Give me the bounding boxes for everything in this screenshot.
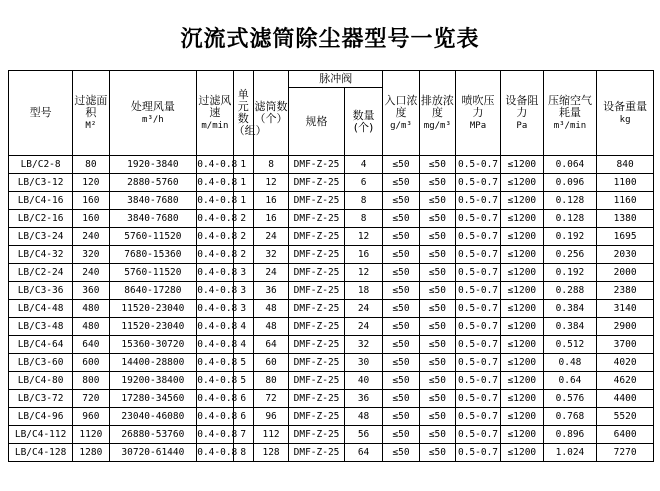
col-header-pulse-valve: 脉冲阀 <box>289 71 383 88</box>
cell-model: LB/C4-64 <box>9 336 73 354</box>
cell-weight: 6400 <box>597 426 654 444</box>
cell-valve-spec: DMF-Z-25 <box>289 390 345 408</box>
cell-unit-count: 2 <box>233 210 253 228</box>
cell-model: LB/C4-96 <box>9 408 73 426</box>
cell-model: LB/C4-48 <box>9 300 73 318</box>
cell-resistance: ≤1200 <box>500 318 543 336</box>
col-header-airflow: 处理风量 m³/h <box>109 71 197 156</box>
cell-filter-speed: 0.4-0.8 <box>197 174 233 192</box>
cell-inlet-concentration: ≤50 <box>383 372 419 390</box>
cell-resistance: ≤1200 <box>500 156 543 174</box>
cell-emission-concentration: ≤50 <box>419 354 455 372</box>
table-row <box>9 444 654 462</box>
cell-resistance: ≤1200 <box>500 390 543 408</box>
cell-filter-area: 120 <box>73 174 109 192</box>
cell-emission-concentration: ≤50 <box>419 300 455 318</box>
cell-blow-pressure: 0.5-0.7 <box>456 174 501 192</box>
cell-blow-pressure: 0.5-0.7 <box>456 354 501 372</box>
cell-filter-speed: 0.4-0.8 <box>197 228 233 246</box>
cell-filter-speed: 0.4-0.8 <box>197 192 233 210</box>
cell-blow-pressure: 0.5-0.7 <box>456 228 501 246</box>
cell-inlet-concentration: ≤50 <box>383 156 419 174</box>
cell-blow-pressure: 0.5-0.7 <box>456 246 501 264</box>
table-row <box>9 282 654 300</box>
cell-unit-count: 1 <box>233 192 253 210</box>
cell-valve-spec: DMF-Z-25 <box>289 372 345 390</box>
cell-valve-spec: DMF-Z-25 <box>289 444 345 462</box>
cell-filter-speed: 0.4-0.8 <box>197 390 233 408</box>
cell-valve-qty: 8 <box>344 210 383 228</box>
table-row <box>9 426 654 444</box>
cell-model: LB/C4-32 <box>9 246 73 264</box>
cell-weight: 1695 <box>597 228 654 246</box>
cell-blow-pressure: 0.5-0.7 <box>456 408 501 426</box>
cell-resistance: ≤1200 <box>500 444 543 462</box>
cell-filter-area: 600 <box>73 354 109 372</box>
cell-cartridge-count: 36 <box>253 282 288 300</box>
cell-inlet-concentration: ≤50 <box>383 228 419 246</box>
cell-filter-area: 240 <box>73 228 109 246</box>
cell-valve-spec: DMF-Z-25 <box>289 174 345 192</box>
cell-weight: 2030 <box>597 246 654 264</box>
cell-unit-count: 8 <box>233 444 253 462</box>
col-header-air-consumption: 压缩空气耗量 m³/min <box>543 71 596 156</box>
cell-filter-speed: 0.4-0.8 <box>197 426 233 444</box>
cell-resistance: ≤1200 <box>500 210 543 228</box>
cell-model: LB/C4-80 <box>9 372 73 390</box>
cell-valve-qty: 12 <box>344 264 383 282</box>
cell-blow-pressure: 0.5-0.7 <box>456 444 501 462</box>
cell-cartridge-count: 24 <box>253 228 288 246</box>
cell-inlet-concentration: ≤50 <box>383 174 419 192</box>
cell-filter-area: 80 <box>73 156 109 174</box>
cell-airflow: 1920-3840 <box>109 156 197 174</box>
cell-airflow: 2880-5760 <box>109 174 197 192</box>
cell-inlet-concentration: ≤50 <box>383 210 419 228</box>
cell-cartridge-count: 112 <box>253 426 288 444</box>
cell-air-consumption: 1.024 <box>543 444 596 462</box>
cell-emission-concentration: ≤50 <box>419 336 455 354</box>
col-header-filter-speed: 过滤风速 m/min <box>197 71 233 156</box>
cell-model: LB/C2-8 <box>9 156 73 174</box>
cell-airflow: 17280-34560 <box>109 390 197 408</box>
cell-valve-qty: 4 <box>344 156 383 174</box>
table-row <box>9 156 654 174</box>
cell-cartridge-count: 60 <box>253 354 288 372</box>
cell-filter-area: 640 <box>73 336 109 354</box>
cell-filter-area: 240 <box>73 264 109 282</box>
table-row <box>9 210 654 228</box>
cell-cartridge-count: 72 <box>253 390 288 408</box>
col-header-valve-qty: 数量(个) <box>344 88 383 156</box>
cell-blow-pressure: 0.5-0.7 <box>456 264 501 282</box>
cell-unit-count: 6 <box>233 408 253 426</box>
cell-blow-pressure: 0.5-0.7 <box>456 156 501 174</box>
cell-inlet-concentration: ≤50 <box>383 246 419 264</box>
cell-valve-qty: 16 <box>344 246 383 264</box>
cell-unit-count: 4 <box>233 318 253 336</box>
cell-filter-area: 160 <box>73 210 109 228</box>
cell-valve-qty: 12 <box>344 228 383 246</box>
cell-valve-qty: 24 <box>344 318 383 336</box>
cell-valve-spec: DMF-Z-25 <box>289 282 345 300</box>
cell-model: LB/C4-112 <box>9 426 73 444</box>
cell-air-consumption: 0.384 <box>543 318 596 336</box>
cell-valve-qty: 64 <box>344 444 383 462</box>
cell-weight: 7270 <box>597 444 654 462</box>
cell-emission-concentration: ≤50 <box>419 390 455 408</box>
cell-airflow: 11520-23040 <box>109 318 197 336</box>
cell-inlet-concentration: ≤50 <box>383 300 419 318</box>
cell-model: LB/C3-72 <box>9 390 73 408</box>
cell-cartridge-count: 24 <box>253 264 288 282</box>
cell-airflow: 19200-38400 <box>109 372 197 390</box>
col-header-weight: 设备重量 kg <box>597 71 654 156</box>
cell-valve-spec: DMF-Z-25 <box>289 228 345 246</box>
cell-cartridge-count: 48 <box>253 300 288 318</box>
cell-cartridge-count: 64 <box>253 336 288 354</box>
table-row <box>9 408 654 426</box>
cell-filter-speed: 0.4-0.8 <box>197 318 233 336</box>
cell-inlet-concentration: ≤50 <box>383 192 419 210</box>
cell-blow-pressure: 0.5-0.7 <box>456 318 501 336</box>
cell-filter-area: 480 <box>73 318 109 336</box>
table-row <box>9 336 654 354</box>
cell-air-consumption: 0.576 <box>543 390 596 408</box>
col-header-blow-pressure: 喷吹压力 MPa <box>456 71 501 156</box>
cell-model: LB/C4-128 <box>9 444 73 462</box>
cell-model: LB/C3-12 <box>9 174 73 192</box>
cell-filter-area: 480 <box>73 300 109 318</box>
cell-model: LB/C3-24 <box>9 228 73 246</box>
cell-unit-count: 3 <box>233 300 253 318</box>
cell-airflow: 3840-7680 <box>109 210 197 228</box>
cell-cartridge-count: 12 <box>253 174 288 192</box>
cell-unit-count: 5 <box>233 372 253 390</box>
cell-valve-spec: DMF-Z-25 <box>289 426 345 444</box>
cell-filter-speed: 0.4-0.8 <box>197 354 233 372</box>
cell-valve-spec: DMF-Z-25 <box>289 300 345 318</box>
cell-valve-spec: DMF-Z-25 <box>289 192 345 210</box>
cell-model: LB/C4-16 <box>9 192 73 210</box>
cell-valve-qty: 24 <box>344 300 383 318</box>
cell-weight: 4020 <box>597 354 654 372</box>
cell-unit-count: 1 <box>233 174 253 192</box>
cell-emission-concentration: ≤50 <box>419 228 455 246</box>
cell-air-consumption: 0.064 <box>543 156 596 174</box>
table-row <box>9 192 654 210</box>
cell-filter-speed: 0.4-0.8 <box>197 372 233 390</box>
cell-filter-speed: 0.4-0.8 <box>197 336 233 354</box>
cell-cartridge-count: 128 <box>253 444 288 462</box>
cell-inlet-concentration: ≤50 <box>383 264 419 282</box>
table-row <box>9 318 654 336</box>
cell-valve-spec: DMF-Z-25 <box>289 156 345 174</box>
cell-resistance: ≤1200 <box>500 300 543 318</box>
cell-airflow: 14400-28800 <box>109 354 197 372</box>
cell-airflow: 5760-11520 <box>109 264 197 282</box>
cell-model: LB/C3-60 <box>9 354 73 372</box>
cell-valve-spec: DMF-Z-25 <box>289 264 345 282</box>
cell-emission-concentration: ≤50 <box>419 264 455 282</box>
cell-cartridge-count: 8 <box>253 156 288 174</box>
cell-resistance: ≤1200 <box>500 174 543 192</box>
cell-valve-qty: 18 <box>344 282 383 300</box>
cell-unit-count: 1 <box>233 156 253 174</box>
model-spec-table <box>8 70 654 462</box>
cell-model: LB/C2-16 <box>9 210 73 228</box>
cell-airflow: 23040-46080 <box>109 408 197 426</box>
cell-air-consumption: 0.096 <box>543 174 596 192</box>
cell-filter-area: 160 <box>73 192 109 210</box>
cell-emission-concentration: ≤50 <box>419 156 455 174</box>
cell-model: LB/C2-24 <box>9 264 73 282</box>
cell-filter-area: 960 <box>73 408 109 426</box>
cell-weight: 5520 <box>597 408 654 426</box>
cell-blow-pressure: 0.5-0.7 <box>456 336 501 354</box>
cell-emission-concentration: ≤50 <box>419 318 455 336</box>
table-row <box>9 246 654 264</box>
cell-model: LB/C3-48 <box>9 318 73 336</box>
cell-unit-count: 3 <box>233 282 253 300</box>
table-body <box>9 156 654 462</box>
cell-air-consumption: 0.192 <box>543 228 596 246</box>
cell-airflow: 26880-53760 <box>109 426 197 444</box>
cell-weight: 2380 <box>597 282 654 300</box>
cell-weight: 4620 <box>597 372 654 390</box>
cell-weight: 2900 <box>597 318 654 336</box>
cell-cartridge-count: 16 <box>253 192 288 210</box>
table-row <box>9 228 654 246</box>
cell-valve-qty: 32 <box>344 336 383 354</box>
col-header-unit-count: 单元数（组） <box>233 71 253 156</box>
col-header-resistance: 设备阻力 Pa <box>500 71 543 156</box>
cell-resistance: ≤1200 <box>500 336 543 354</box>
cell-emission-concentration: ≤50 <box>419 192 455 210</box>
cell-resistance: ≤1200 <box>500 354 543 372</box>
cell-filter-area: 800 <box>73 372 109 390</box>
cell-air-consumption: 0.256 <box>543 246 596 264</box>
cell-weight: 4400 <box>597 390 654 408</box>
cell-resistance: ≤1200 <box>500 228 543 246</box>
cell-inlet-concentration: ≤50 <box>383 336 419 354</box>
cell-cartridge-count: 16 <box>253 210 288 228</box>
cell-filter-speed: 0.4-0.8 <box>197 264 233 282</box>
cell-blow-pressure: 0.5-0.7 <box>456 426 501 444</box>
cell-cartridge-count: 32 <box>253 246 288 264</box>
cell-emission-concentration: ≤50 <box>419 372 455 390</box>
cell-air-consumption: 0.48 <box>543 354 596 372</box>
cell-airflow: 15360-30720 <box>109 336 197 354</box>
col-header-filter-area: 过滤面积 M² <box>73 71 109 156</box>
cell-airflow: 3840-7680 <box>109 192 197 210</box>
cell-valve-spec: DMF-Z-25 <box>289 354 345 372</box>
cell-air-consumption: 0.384 <box>543 300 596 318</box>
cell-cartridge-count: 80 <box>253 372 288 390</box>
cell-weight: 3700 <box>597 336 654 354</box>
cell-filter-speed: 0.4-0.8 <box>197 246 233 264</box>
cell-weight: 840 <box>597 156 654 174</box>
cell-resistance: ≤1200 <box>500 408 543 426</box>
col-header-valve-spec: 规格 <box>289 88 345 156</box>
cell-blow-pressure: 0.5-0.7 <box>456 390 501 408</box>
cell-unit-count: 2 <box>233 246 253 264</box>
cell-weight: 3140 <box>597 300 654 318</box>
table-row <box>9 390 654 408</box>
col-header-model: 型号 <box>9 71 73 156</box>
cell-air-consumption: 0.768 <box>543 408 596 426</box>
cell-unit-count: 5 <box>233 354 253 372</box>
cell-filter-area: 360 <box>73 282 109 300</box>
table-row <box>9 174 654 192</box>
cell-valve-qty: 8 <box>344 192 383 210</box>
cell-airflow: 11520-23040 <box>109 300 197 318</box>
cell-resistance: ≤1200 <box>500 282 543 300</box>
cell-airflow: 30720-61440 <box>109 444 197 462</box>
col-header-inlet-concentration: 入口浓度 g/m³ <box>383 71 419 156</box>
cell-blow-pressure: 0.5-0.7 <box>456 300 501 318</box>
table-row <box>9 300 654 318</box>
cell-inlet-concentration: ≤50 <box>383 426 419 444</box>
cell-filter-area: 1120 <box>73 426 109 444</box>
cell-unit-count: 7 <box>233 426 253 444</box>
cell-valve-qty: 56 <box>344 426 383 444</box>
cell-filter-speed: 0.4-0.8 <box>197 408 233 426</box>
cell-valve-spec: DMF-Z-25 <box>289 318 345 336</box>
cell-inlet-concentration: ≤50 <box>383 408 419 426</box>
cell-inlet-concentration: ≤50 <box>383 282 419 300</box>
cell-filter-speed: 0.4-0.8 <box>197 300 233 318</box>
cell-blow-pressure: 0.5-0.7 <box>456 210 501 228</box>
cell-unit-count: 6 <box>233 390 253 408</box>
cell-valve-spec: DMF-Z-25 <box>289 336 345 354</box>
cell-resistance: ≤1200 <box>500 426 543 444</box>
cell-weight: 1160 <box>597 192 654 210</box>
cell-emission-concentration: ≤50 <box>419 426 455 444</box>
cell-unit-count: 3 <box>233 264 253 282</box>
cell-airflow: 8640-17280 <box>109 282 197 300</box>
cell-inlet-concentration: ≤50 <box>383 444 419 462</box>
cell-air-consumption: 0.128 <box>543 192 596 210</box>
cell-valve-qty: 36 <box>344 390 383 408</box>
table-row <box>9 354 654 372</box>
header-row-top <box>9 71 654 88</box>
cell-emission-concentration: ≤50 <box>419 174 455 192</box>
cell-emission-concentration: ≤50 <box>419 282 455 300</box>
cell-resistance: ≤1200 <box>500 372 543 390</box>
cell-valve-qty: 6 <box>344 174 383 192</box>
cell-air-consumption: 0.512 <box>543 336 596 354</box>
cell-cartridge-count: 96 <box>253 408 288 426</box>
cell-blow-pressure: 0.5-0.7 <box>456 372 501 390</box>
cell-air-consumption: 0.288 <box>543 282 596 300</box>
cell-weight: 2000 <box>597 264 654 282</box>
cell-emission-concentration: ≤50 <box>419 246 455 264</box>
col-header-cartridge-count: 滤筒数（个） <box>253 71 288 156</box>
cell-weight: 1100 <box>597 174 654 192</box>
cell-valve-spec: DMF-Z-25 <box>289 210 345 228</box>
cell-valve-qty: 30 <box>344 354 383 372</box>
cell-air-consumption: 0.64 <box>543 372 596 390</box>
page-title: 沉流式滤筒除尘器型号一览表 <box>180 26 480 52</box>
table-row <box>9 264 654 282</box>
cell-filter-speed: 0.4-0.8 <box>197 444 233 462</box>
cell-blow-pressure: 0.5-0.7 <box>456 282 501 300</box>
cell-airflow: 5760-11520 <box>109 228 197 246</box>
cell-filter-area: 320 <box>73 246 109 264</box>
cell-filter-speed: 0.4-0.8 <box>197 156 233 174</box>
cell-resistance: ≤1200 <box>500 246 543 264</box>
cell-air-consumption: 0.128 <box>543 210 596 228</box>
cell-resistance: ≤1200 <box>500 264 543 282</box>
cell-inlet-concentration: ≤50 <box>383 318 419 336</box>
cell-inlet-concentration: ≤50 <box>383 390 419 408</box>
cell-filter-area: 720 <box>73 390 109 408</box>
cell-valve-qty: 40 <box>344 372 383 390</box>
cell-inlet-concentration: ≤50 <box>383 354 419 372</box>
cell-filter-speed: 0.4-0.8 <box>197 282 233 300</box>
cell-airflow: 7680-15360 <box>109 246 197 264</box>
cell-blow-pressure: 0.5-0.7 <box>456 192 501 210</box>
table-row <box>9 372 654 390</box>
cell-model: LB/C3-36 <box>9 282 73 300</box>
cell-valve-spec: DMF-Z-25 <box>289 408 345 426</box>
cell-unit-count: 4 <box>233 336 253 354</box>
cell-valve-qty: 48 <box>344 408 383 426</box>
cell-emission-concentration: ≤50 <box>419 444 455 462</box>
cell-air-consumption: 0.896 <box>543 426 596 444</box>
cell-emission-concentration: ≤50 <box>419 408 455 426</box>
cell-emission-concentration: ≤50 <box>419 210 455 228</box>
col-header-emission-concentration: 排放浓度 mg/m³ <box>419 71 455 156</box>
cell-filter-area: 1280 <box>73 444 109 462</box>
cell-valve-spec: DMF-Z-25 <box>289 246 345 264</box>
cell-air-consumption: 0.192 <box>543 264 596 282</box>
cell-resistance: ≤1200 <box>500 192 543 210</box>
cell-filter-speed: 0.4-0.8 <box>197 210 233 228</box>
cell-unit-count: 2 <box>233 228 253 246</box>
cell-cartridge-count: 48 <box>253 318 288 336</box>
cell-weight: 1380 <box>597 210 654 228</box>
